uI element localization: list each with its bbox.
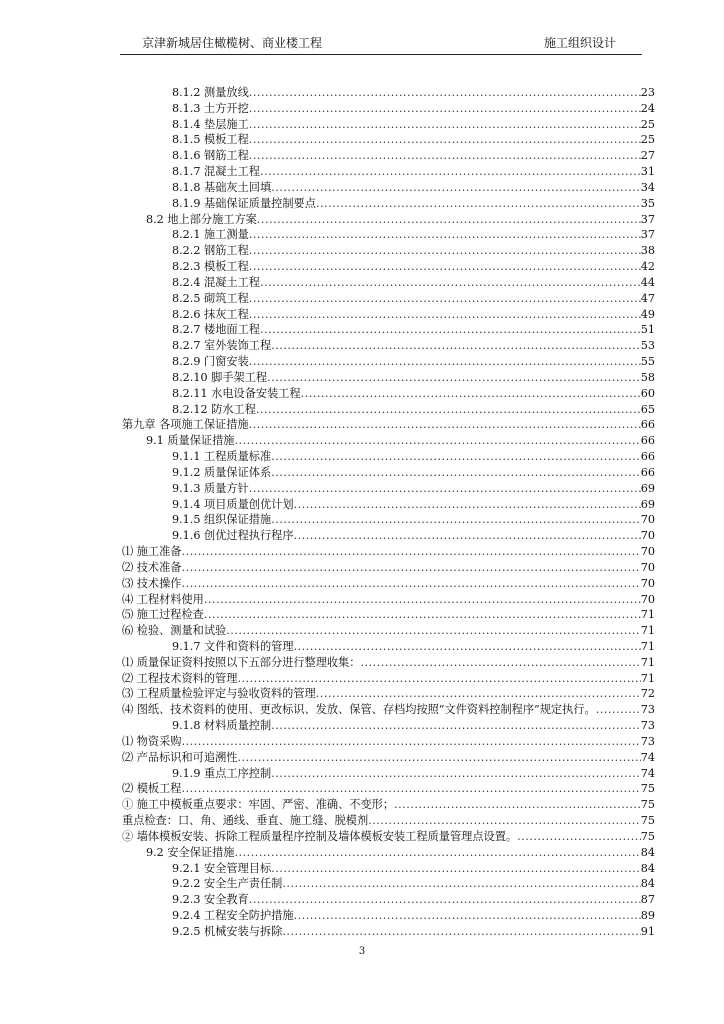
toc-dot-leader xyxy=(294,908,641,923)
toc-entry-title: ⑷ 图纸、技术资料的使用、更改标识、发放、保管、存档均按照“文件资料控制程序”规定执行。 xyxy=(122,703,596,717)
page-number: 3 xyxy=(358,946,366,957)
toc-dot-leader xyxy=(237,750,640,765)
toc-entry[interactable] xyxy=(172,718,655,734)
toc-dot-leader xyxy=(234,433,640,448)
toc-dot-leader xyxy=(271,338,641,353)
toc-dot-leader xyxy=(271,180,641,195)
toc-entry-title: ⑴ 施工准备 xyxy=(122,545,182,559)
toc-entry[interactable] xyxy=(172,85,655,101)
toc-entry-page: 74 xyxy=(640,766,655,780)
toc-dot-leader xyxy=(257,212,641,227)
toc-entry[interactable] xyxy=(172,766,655,782)
toc-entry-title: ⑷ 工程材料使用 xyxy=(122,592,204,606)
toc-entry-title: 9.1 质量保证措施 xyxy=(146,434,235,448)
toc-entry-page: 31 xyxy=(640,165,655,179)
toc-entry-page: 25 xyxy=(640,117,655,131)
page-header xyxy=(120,34,642,55)
toc-entry-page: 70 xyxy=(640,592,655,606)
toc-entry-page: 74 xyxy=(640,750,655,764)
toc-dot-leader xyxy=(368,813,641,828)
toc-entry-page: 71 xyxy=(640,608,655,622)
toc-entry[interactable] xyxy=(172,449,655,465)
toc-entry[interactable] xyxy=(172,259,655,275)
toc-entry[interactable] xyxy=(172,117,655,133)
toc-entry-title: ⑸ 施工过程检查 xyxy=(122,608,204,622)
toc-entry[interactable] xyxy=(122,576,655,592)
toc-entry-page: 66 xyxy=(640,450,655,464)
toc-entry[interactable] xyxy=(172,386,655,402)
toc-dot-leader xyxy=(204,592,641,607)
toc-entry-title: ⑵ 工程技术资料的管理 xyxy=(122,671,238,685)
toc-dot-leader xyxy=(182,560,641,575)
toc-entry-page: 75 xyxy=(640,798,655,812)
toc-dot-leader xyxy=(249,227,641,242)
toc-entry-title: 8.2.9 门窗安装 xyxy=(172,355,249,369)
toc-dot-leader xyxy=(517,829,641,844)
toc-dot-leader xyxy=(316,196,641,211)
toc-entry-title: 8.1.9 基础保证质量控制要点 xyxy=(172,196,316,210)
toc-entry[interactable] xyxy=(122,750,655,766)
toc-entry-page: 69 xyxy=(640,497,655,511)
toc-entry[interactable] xyxy=(122,797,655,813)
toc-entry-page: 69 xyxy=(640,481,655,495)
toc-entry-title: ⑴ 物资采购 xyxy=(122,734,182,748)
table-of-contents xyxy=(0,85,724,940)
toc-entry-title: 8.1.3 土方开挖 xyxy=(172,101,249,115)
toc-dot-leader xyxy=(267,370,641,385)
toc-entry-title: 9.1.8 材料质量控制 xyxy=(172,719,272,733)
toc-dot-leader xyxy=(260,164,641,179)
toc-entry-title: 8.1.8 基础灰土回填 xyxy=(172,180,272,194)
toc-entry-title: ⑶ 技术操作 xyxy=(122,576,182,590)
toc-entry-page: 58 xyxy=(640,370,655,384)
toc-entry-title: 重点检查：口、角、通线、垂直、施工缝、脱模剂 xyxy=(122,814,369,828)
toc-entry-page: 38 xyxy=(640,244,655,258)
toc-entry-page: 73 xyxy=(640,703,655,717)
toc-entry-title: 9.1.7 文件和资料的管理 xyxy=(172,639,294,653)
toc-entry[interactable] xyxy=(172,180,655,196)
toc-entry-title: 8.2 地上部分施工方案 xyxy=(146,212,257,226)
toc-dot-leader xyxy=(249,243,641,258)
toc-entry[interactable] xyxy=(172,465,655,481)
toc-entry-title: 8.2.2 钢筋工程 xyxy=(172,244,249,258)
toc-entry-page: 37 xyxy=(640,228,655,242)
toc-entry-page: 87 xyxy=(640,893,655,907)
header-project-title: 京津新城居住橄榄树、商业楼工程 xyxy=(142,36,323,50)
toc-entry-title: ⑵ 产品标识和可追溯性 xyxy=(122,750,238,764)
toc-entry-title: 9.2.2 安全生产责任制 xyxy=(172,877,283,891)
toc-entry-page: 70 xyxy=(640,545,655,559)
toc-entry-title: ⑴ 质量保证资料按照以下五部分进行整理收集： xyxy=(122,655,361,669)
toc-dot-leader xyxy=(294,639,641,654)
toc-dot-leader xyxy=(182,544,641,559)
toc-dot-leader xyxy=(271,861,641,876)
toc-entry-title: ⑹ 检验、测量和试验 xyxy=(122,624,227,638)
toc-dot-leader xyxy=(271,449,641,464)
toc-entry-page: 73 xyxy=(640,719,655,733)
toc-entry[interactable] xyxy=(122,829,655,845)
toc-entry-title: 8.2.3 模板工程 xyxy=(172,260,249,274)
toc-entry-title: ② 墙体模板安装、拆除工程质量程序控制及墙体模板安装工程质量管理点设置。 xyxy=(122,829,518,843)
toc-dot-leader xyxy=(249,354,641,369)
toc-dot-leader xyxy=(249,101,641,116)
toc-entry-page: 70 xyxy=(640,513,655,527)
toc-entry[interactable] xyxy=(172,402,655,418)
toc-entry[interactable] xyxy=(172,196,655,212)
toc-entry-page: 60 xyxy=(640,386,655,400)
toc-entry[interactable] xyxy=(172,307,655,323)
toc-dot-leader xyxy=(226,623,641,638)
toc-entry[interactable] xyxy=(172,148,655,164)
toc-entry[interactable] xyxy=(122,813,655,829)
toc-dot-leader xyxy=(182,576,641,591)
toc-entry[interactable] xyxy=(122,560,655,576)
toc-entry-page: 34 xyxy=(640,180,655,194)
toc-dot-leader xyxy=(249,307,641,322)
toc-entry[interactable] xyxy=(172,164,655,180)
toc-entry-title: 9.1.5 组织保证措施 xyxy=(172,513,272,527)
toc-dot-leader xyxy=(234,845,640,860)
toc-entry-title: ⑵ 技术准备 xyxy=(122,560,182,574)
toc-entry[interactable] xyxy=(172,528,655,544)
toc-entry[interactable] xyxy=(146,845,655,861)
toc-entry[interactable] xyxy=(172,291,655,307)
toc-dot-leader xyxy=(260,322,641,337)
toc-entry-page: 27 xyxy=(640,149,655,163)
toc-dot-leader xyxy=(249,481,641,496)
toc-entry[interactable] xyxy=(122,686,655,702)
toc-entry-title: 8.2.12 防水工程 xyxy=(172,402,256,416)
toc-entry-title: 8.1.7 混凝土工程 xyxy=(172,165,260,179)
toc-entry-title: ① 施工中模板重点要求：牢固、严密、准确、不变形； xyxy=(122,798,395,812)
toc-entry[interactable] xyxy=(172,354,655,370)
toc-dot-leader xyxy=(237,671,640,686)
toc-dot-leader xyxy=(271,766,641,781)
toc-entry-title: 9.2 安全保证措施 xyxy=(146,845,235,859)
toc-dot-leader xyxy=(256,402,641,417)
toc-entry-title: 8.2.6 抹灰工程 xyxy=(172,307,249,321)
toc-dot-leader xyxy=(394,797,641,812)
toc-entry-page: 91 xyxy=(640,924,655,938)
toc-entry-title: 8.2.7 楼地面工程 xyxy=(172,323,260,337)
toc-dot-leader xyxy=(282,876,640,891)
toc-entry[interactable] xyxy=(172,876,655,892)
toc-entry[interactable] xyxy=(122,607,655,623)
toc-entry-title: 8.2.1 施工测量 xyxy=(172,228,249,242)
toc-entry-title: 9.1.3 质量方针 xyxy=(172,481,249,495)
toc-entry[interactable] xyxy=(122,623,655,639)
toc-dot-leader xyxy=(249,85,641,100)
toc-entry-page: 73 xyxy=(640,734,655,748)
toc-entry[interactable] xyxy=(122,544,655,560)
toc-entry-title: 8.2.11 水电设备安装工程 xyxy=(172,386,301,400)
toc-entry[interactable] xyxy=(122,702,655,718)
toc-dot-leader xyxy=(249,117,641,132)
toc-entry[interactable] xyxy=(122,781,655,797)
toc-dot-leader xyxy=(271,465,641,480)
toc-entry-page: 66 xyxy=(640,418,655,432)
toc-entry[interactable] xyxy=(172,892,655,908)
toc-dot-leader xyxy=(294,497,641,512)
toc-dot-leader xyxy=(249,148,641,163)
toc-entry-page: 23 xyxy=(640,86,655,99)
toc-dot-leader xyxy=(596,702,641,717)
toc-entry[interactable] xyxy=(172,481,655,497)
toc-entry[interactable] xyxy=(172,322,655,338)
toc-entry-page: 49 xyxy=(640,307,655,321)
toc-entry-title: 9.1.1 工程质量标准 xyxy=(172,450,272,464)
toc-dot-leader xyxy=(249,132,641,147)
toc-dot-leader xyxy=(249,892,641,907)
toc-entry[interactable] xyxy=(122,417,655,433)
toc-entry-title: 8.1.6 钢筋工程 xyxy=(172,149,249,163)
toc-entry[interactable] xyxy=(172,861,655,877)
toc-dot-leader xyxy=(260,275,641,290)
toc-dot-leader xyxy=(182,734,641,749)
toc-entry-title: 9.2.5 机械安装与拆除 xyxy=(172,924,283,938)
toc-entry[interactable] xyxy=(172,512,655,528)
toc-dot-leader xyxy=(301,386,641,401)
toc-entry-page: 75 xyxy=(640,829,655,843)
toc-entry-title: 8.1.4 垫层施工 xyxy=(172,117,249,131)
toc-entry-page: 47 xyxy=(640,291,655,305)
toc-dot-leader xyxy=(271,512,641,527)
toc-entry[interactable] xyxy=(172,101,655,117)
toc-dot-leader xyxy=(249,291,641,306)
toc-dot-leader xyxy=(204,607,641,622)
toc-entry-page: 84 xyxy=(640,877,655,891)
toc-entry-page: 71 xyxy=(640,639,655,653)
toc-entry-title: 8.2.10 脚手架工程 xyxy=(172,370,268,384)
toc-entry[interactable] xyxy=(172,908,655,924)
header-document-title: 施工组织设计 xyxy=(543,36,616,50)
toc-entry-title: ⑶ 工程质量检验评定与验收资料的管理 xyxy=(122,687,316,701)
toc-entry-page: 89 xyxy=(640,909,655,923)
toc-entry[interactable] xyxy=(172,132,655,148)
toc-entry-title: 9.1.9 重点工序控制 xyxy=(172,766,272,780)
toc-entry-title: 8.1.2 测量放线 xyxy=(172,86,249,99)
toc-entry-page: 75 xyxy=(640,782,655,796)
toc-entry-title: 9.2.3 安全教育 xyxy=(172,893,249,907)
toc-entry-title: 8.2.7 室外装饰工程 xyxy=(172,339,272,353)
toc-entry-page: 35 xyxy=(640,196,655,210)
toc-entry-title: 9.1.2 质量保证体系 xyxy=(172,465,272,479)
toc-entry[interactable] xyxy=(122,592,655,608)
toc-entry-title: 8.2.5 砌筑工程 xyxy=(172,291,249,305)
toc-dot-leader xyxy=(282,924,640,939)
toc-dot-leader xyxy=(316,686,641,701)
toc-entry-page: 72 xyxy=(640,687,655,701)
toc-entry[interactable] xyxy=(172,227,655,243)
toc-dot-leader xyxy=(361,655,641,670)
toc-dot-leader xyxy=(271,718,641,733)
toc-entry-page: 24 xyxy=(640,101,655,115)
toc-entry-page: 55 xyxy=(640,355,655,369)
toc-entry-page: 84 xyxy=(640,861,655,875)
toc-dot-leader xyxy=(182,781,641,796)
toc-entry-page: 84 xyxy=(640,845,655,859)
toc-entry[interactable] xyxy=(122,655,655,671)
toc-entry-page: 70 xyxy=(640,560,655,574)
toc-entry-page: 65 xyxy=(640,402,655,416)
toc-entry-title: ⑵ 模板工程 xyxy=(122,782,182,796)
toc-entry-title: 8.2.4 混凝土工程 xyxy=(172,275,260,289)
toc-entry[interactable] xyxy=(172,370,655,386)
toc-entry[interactable] xyxy=(172,497,655,513)
toc-entry-page: 42 xyxy=(640,260,655,274)
toc-entry[interactable] xyxy=(172,639,655,655)
toc-entry-title: 第九章 各项施工保证措施 xyxy=(122,418,249,432)
toc-dot-leader xyxy=(249,259,641,274)
toc-entry[interactable] xyxy=(172,338,655,354)
toc-entry-page: 37 xyxy=(640,212,655,226)
toc-entry[interactable] xyxy=(146,433,655,449)
toc-entry-page: 71 xyxy=(640,655,655,669)
toc-entry-title: 9.2.4 工程安全防护措施 xyxy=(172,909,294,923)
toc-dot-leader xyxy=(294,528,641,543)
toc-entry-title: 9.1.4 项目质量创优计划 xyxy=(172,497,294,511)
toc-entry[interactable] xyxy=(172,275,655,291)
toc-entry-page: 25 xyxy=(640,133,655,147)
toc-entry[interactable] xyxy=(172,243,655,259)
toc-entry-page: 44 xyxy=(640,275,655,289)
toc-dot-leader xyxy=(249,417,641,432)
toc-entry[interactable] xyxy=(122,734,655,750)
toc-entry[interactable] xyxy=(146,212,655,228)
toc-entry-title: 8.1.5 模板工程 xyxy=(172,133,249,147)
toc-entry-page: 53 xyxy=(640,339,655,353)
toc-entry-page: 71 xyxy=(640,671,655,685)
toc-entry-title: 9.1.6 创优过程执行程序 xyxy=(172,529,294,543)
toc-entry-page: 71 xyxy=(640,624,655,638)
toc-entry-page: 51 xyxy=(640,323,655,337)
toc-entry-title: 9.2.1 安全管理目标 xyxy=(172,861,272,875)
toc-entry-page: 70 xyxy=(640,529,655,543)
toc-entry-page: 66 xyxy=(640,465,655,479)
toc-entry-page: 70 xyxy=(640,576,655,590)
toc-entry[interactable] xyxy=(122,671,655,687)
toc-entry-page: 66 xyxy=(640,434,655,448)
toc-entry-page: 75 xyxy=(640,814,655,828)
toc-entry[interactable] xyxy=(172,924,655,940)
